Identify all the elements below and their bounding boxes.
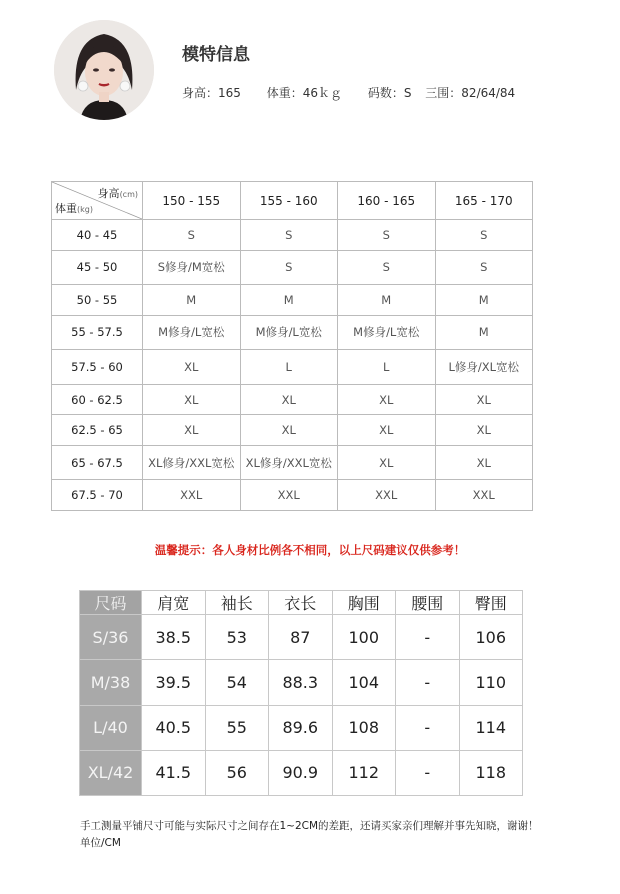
model-stats xyxy=(182,84,515,101)
size-cell: XL修身/XXL宽松 xyxy=(240,445,338,480)
size-cell: XL xyxy=(435,415,533,446)
size-cell: XL xyxy=(435,384,533,415)
weight-range: 55 - 57.5 xyxy=(52,315,143,350)
model-measurements: 三围：82/64/84 xyxy=(425,86,516,100)
measure-cell: 89.6 xyxy=(269,705,333,750)
size-cell: M修身/L宽松 xyxy=(338,315,436,350)
size-cell: XXL xyxy=(240,480,338,511)
column-header-length: 衣长 xyxy=(269,591,333,615)
size-cell: L修身/XL宽松 xyxy=(435,350,533,385)
measure-cell: 87 xyxy=(269,615,333,660)
size-label: S/36 xyxy=(80,615,142,660)
measure-cell: 88.3 xyxy=(269,660,333,705)
model-weight: 体重：46ｋｇ xyxy=(266,86,343,100)
weight-header: 体重 xyxy=(55,202,77,215)
size-label: L/40 xyxy=(80,705,142,750)
measure-cell: 110 xyxy=(459,660,523,705)
height-range-header: 155 - 160 xyxy=(240,182,338,220)
measure-cell: 100 xyxy=(332,615,396,660)
measure-cell: 106 xyxy=(459,615,523,660)
size-cell: XXL xyxy=(338,480,436,511)
table-header-row xyxy=(52,182,533,220)
column-header-size: 尺码 xyxy=(80,591,142,615)
size-cell: M xyxy=(435,285,533,316)
model-avatar xyxy=(54,20,154,120)
table-row xyxy=(52,445,533,480)
size-cell: L xyxy=(338,350,436,385)
size-cell: S xyxy=(143,220,241,251)
table-row xyxy=(52,220,533,251)
table-row xyxy=(52,250,533,285)
size-cell: S xyxy=(240,220,338,251)
table-row xyxy=(52,480,533,511)
measure-cell: 39.5 xyxy=(142,660,206,705)
weight-unit: (kg) xyxy=(77,205,93,214)
measure-cell: 54 xyxy=(205,660,269,705)
measure-cell: 38.5 xyxy=(142,615,206,660)
measure-cell: 90.9 xyxy=(269,750,333,795)
height-range-header: 160 - 165 xyxy=(338,182,436,220)
size-cell: S xyxy=(435,220,533,251)
measure-cell: 53 xyxy=(205,615,269,660)
size-cell: XL xyxy=(240,415,338,446)
table-row xyxy=(52,415,533,446)
weight-range: 67.5 - 70 xyxy=(52,480,143,511)
table-row xyxy=(52,350,533,385)
table-row xyxy=(80,750,523,795)
diagonal-header-cell xyxy=(52,182,143,220)
weight-range: 57.5 - 60 xyxy=(52,350,143,385)
weight-range: 45 - 50 xyxy=(52,250,143,285)
height-range-header: 150 - 155 xyxy=(143,182,241,220)
size-cell: XXL xyxy=(435,480,533,511)
size-cell: M修身/L宽松 xyxy=(240,315,338,350)
measure-cell: - xyxy=(396,660,460,705)
table-row xyxy=(52,384,533,415)
size-cell: XL xyxy=(143,384,241,415)
size-cell: XL xyxy=(435,445,533,480)
table-row xyxy=(52,285,533,316)
size-label: XL/42 xyxy=(80,750,142,795)
size-cell: M xyxy=(435,315,533,350)
weight-range: 50 - 55 xyxy=(52,285,143,316)
height-range-header: 165 - 170 xyxy=(435,182,533,220)
measurement-header-row xyxy=(80,591,523,615)
column-header-waist: 腰围 xyxy=(396,591,460,615)
measure-cell: 118 xyxy=(459,750,523,795)
model-info-title: 模特信息 xyxy=(182,45,250,65)
height-unit: (cm) xyxy=(119,190,138,199)
size-cell: XL xyxy=(338,415,436,446)
table-row xyxy=(80,705,523,750)
size-cell: L xyxy=(240,350,338,385)
table-row xyxy=(80,660,523,705)
size-cell: M xyxy=(338,285,436,316)
table-row xyxy=(52,315,533,350)
size-label: M/38 xyxy=(80,660,142,705)
size-cell: XL xyxy=(240,384,338,415)
measure-cell: 41.5 xyxy=(142,750,206,795)
column-header-hip: 臀围 xyxy=(459,591,523,615)
measurement-note: 手工测量平铺尺寸可能与实际尺寸之间存在1~2CM的差距，还请买家亲们理解并事先知晓，谢谢！单位/CM xyxy=(80,820,539,849)
model-size: 码数：S xyxy=(367,86,412,100)
measure-cell: 114 xyxy=(459,705,523,750)
measure-cell: 104 xyxy=(332,660,396,705)
measure-cell: 55 xyxy=(205,705,269,750)
measure-cell: 112 xyxy=(332,750,396,795)
size-cell: XL xyxy=(338,384,436,415)
weight-range: 62.5 - 65 xyxy=(52,415,143,446)
size-cell: S xyxy=(338,220,436,251)
size-cell: XL xyxy=(338,445,436,480)
model-portrait-icon xyxy=(54,20,154,120)
weight-range: 65 - 67.5 xyxy=(52,445,143,480)
size-cell: M xyxy=(143,285,241,316)
column-header-shoulder: 肩宽 xyxy=(142,591,206,615)
size-cell: S xyxy=(338,250,436,285)
size-cell: M xyxy=(240,285,338,316)
warm-tip-notice: 温馨提示：各人身材比例各不相同，以上尺码建议仅供参考！ xyxy=(154,543,466,557)
model-height: 身高：165 xyxy=(182,86,241,100)
size-cell: S修身/M宽松 xyxy=(143,250,241,285)
measure-cell: 108 xyxy=(332,705,396,750)
size-cell: S xyxy=(240,250,338,285)
size-cell: S xyxy=(435,250,533,285)
measure-cell: 56 xyxy=(205,750,269,795)
measure-cell: - xyxy=(396,750,460,795)
weight-range: 40 - 45 xyxy=(52,220,143,251)
height-header: 身高 xyxy=(97,187,120,200)
weight-range: 60 - 62.5 xyxy=(52,384,143,415)
column-header-bust: 胸围 xyxy=(332,591,396,615)
measure-cell: 40.5 xyxy=(142,705,206,750)
measure-cell: - xyxy=(396,705,460,750)
size-cell: XL修身/XXL宽松 xyxy=(143,445,241,480)
measurement-table xyxy=(79,590,523,796)
size-cell: M修身/L宽松 xyxy=(143,315,241,350)
size-recommendation-table xyxy=(51,181,533,511)
size-cell: XXL xyxy=(143,480,241,511)
measure-cell: - xyxy=(396,615,460,660)
size-cell: XL xyxy=(143,415,241,446)
column-header-sleeve: 袖长 xyxy=(205,591,269,615)
size-cell: XL xyxy=(143,350,241,385)
table-row xyxy=(80,615,523,660)
